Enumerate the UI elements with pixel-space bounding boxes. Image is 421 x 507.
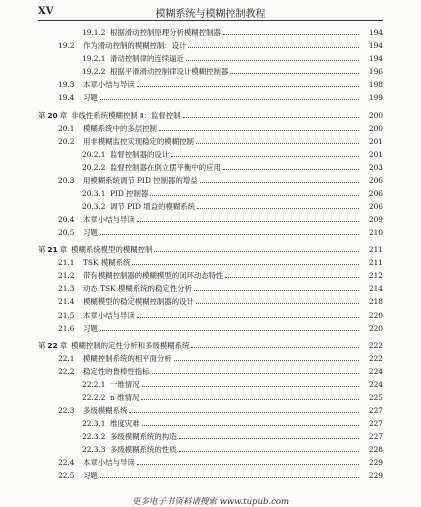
entry-page-number: 229 [368, 471, 383, 481]
toc-subsection-entry [82, 66, 383, 77]
entry-number: 22.3.3 [82, 445, 106, 455]
leader-dots [154, 244, 359, 252]
entry-title: 用模糊系统调节 PID 控制器的增益 [83, 175, 198, 185]
entry-page-number: 200 [368, 110, 383, 120]
chapter-suffix: 章 [59, 110, 68, 120]
entry-number: 21.6 [58, 323, 75, 333]
entry-page-number: 206 [368, 201, 383, 211]
entry-title: 维度灾难 [110, 419, 140, 429]
toc-section-entry [58, 457, 383, 468]
entry-number: 19.4 [58, 93, 75, 103]
header-rule [38, 20, 383, 21]
entry-number: 20.3 [58, 175, 75, 185]
entry-number: 22.4 [58, 458, 75, 468]
toc-section-entry [58, 296, 383, 307]
leader-dots [196, 296, 359, 304]
leader-dots [150, 188, 359, 196]
leader-dots [100, 92, 359, 100]
entry-page-number: 222 [368, 353, 383, 363]
entry-page-number: 227 [368, 432, 383, 442]
chapter-prefix: 第 [38, 110, 46, 120]
toc-chapter-entry [38, 110, 383, 121]
toc-section-entry [58, 283, 383, 294]
entry-title: 本章小结与导读 [83, 80, 135, 90]
toc-section-entry [58, 323, 383, 334]
entry-title: 本章小结与导读 [83, 458, 135, 468]
toc-section-entry [58, 405, 383, 416]
toc-section-entry [58, 40, 383, 51]
entry-page-number: 194 [368, 54, 383, 64]
leader-dots [159, 123, 359, 131]
entry-page-number: 194 [368, 28, 383, 37]
entry-page-number: 220 [368, 323, 383, 333]
entry-number: 22.2 [58, 366, 75, 376]
leader-dots [174, 353, 359, 361]
running-title: 模糊系统与模糊控制教程 [155, 9, 266, 20]
entry-number: 19.3 [58, 80, 75, 90]
entry-page-number: 200 [368, 123, 383, 133]
toc-section-entry [58, 310, 383, 321]
entry-title: 多级模糊系统的构造 [110, 432, 177, 442]
entry-number: 22.3 [58, 406, 75, 415]
entry-number: 20.5 [58, 228, 75, 237]
leader-dots [186, 53, 359, 61]
entry-title: 多级模糊系统的性质 [110, 445, 177, 455]
toc-section-entry [58, 270, 383, 281]
page-header [0, 0, 421, 22]
entry-page-number: 229 [368, 458, 383, 468]
entry-number: 19.2.1 [82, 54, 106, 64]
toc-subsection-entry [82, 53, 383, 64]
entry-page-number: 206 [368, 188, 383, 198]
entry-page-number: 224 [368, 379, 383, 389]
entry-title: 模糊控制系统的相平面分析 [83, 353, 172, 363]
entry-page-number: 196 [368, 67, 383, 77]
leader-dots [171, 149, 359, 157]
entry-page-number: 198 [368, 80, 383, 90]
leader-dots [191, 340, 359, 348]
leader-dots [179, 444, 359, 452]
entry-number: 22.3.2 [82, 432, 106, 442]
entry-number: 20.3.2 [82, 201, 106, 211]
entry-number: 21.2 [58, 271, 75, 281]
entry-title: 模糊系统模型的模糊控制 [71, 245, 153, 255]
entry-page-number: 222 [368, 340, 383, 350]
leader-dots [129, 405, 359, 413]
entry-number: 20.3.1 [82, 188, 106, 198]
toc-section-entry [58, 79, 383, 90]
toc-section-entry [58, 227, 383, 238]
chapter-prefix: 第 [38, 245, 46, 255]
leader-dots [142, 379, 359, 387]
entry-page-number: 210 [368, 228, 383, 237]
chapter-number: 20 [47, 110, 58, 120]
entry-page-number: 211 [368, 258, 383, 268]
leader-dots [100, 470, 359, 478]
toc-subsection-entry [82, 188, 383, 199]
entry-page-number: 220 [368, 310, 383, 320]
leader-dots [183, 110, 359, 118]
toc-section-entry [58, 92, 383, 103]
toc-subsection-entry [82, 149, 383, 160]
entry-page-number: 199 [368, 93, 383, 103]
entry-title: 习题 [83, 323, 98, 333]
entry-title: 监督控制器的设计 [110, 149, 170, 159]
entry-title: 根据滑动控制原理分析模糊控制器 [110, 28, 221, 37]
toc-section-entry [58, 353, 383, 364]
leader-dots [137, 214, 359, 222]
entry-number: 19.1.2 [82, 28, 106, 37]
leader-dots [137, 79, 359, 87]
entry-page-number: 206 [368, 175, 383, 185]
entry-number: 21.1 [58, 258, 75, 268]
entry-number: 21.5 [58, 310, 75, 320]
entry-title: 一维情况 [110, 379, 140, 389]
page-number: XV [38, 6, 54, 17]
toc-subsection-entry [82, 431, 383, 442]
entry-page-number: 194 [368, 41, 383, 51]
entry-title: 调节 PID 增益的模糊系统 [110, 201, 196, 211]
toc-subsection-entry [82, 27, 383, 38]
entry-number: 21.4 [58, 297, 75, 307]
leader-dots [223, 27, 359, 35]
toc-subsection-entry [82, 201, 383, 212]
entry-number: 19.2.2 [82, 67, 106, 77]
leader-dots [200, 175, 359, 183]
leader-dots [223, 162, 359, 170]
leader-dots [137, 457, 359, 465]
leader-dots [194, 283, 359, 291]
leader-dots [197, 201, 359, 209]
toc-subsection-entry [82, 418, 383, 429]
entry-number: 22.2.1 [82, 379, 106, 389]
chapter-prefix: 第 [38, 340, 46, 350]
entry-number: 22.5 [58, 471, 75, 481]
toc-section-entry [58, 257, 383, 268]
entry-page-number: 211 [368, 245, 383, 255]
entry-page-number: 218 [368, 297, 383, 307]
entry-title: n 维情况 [110, 393, 140, 402]
leader-dots [132, 257, 359, 265]
leader-dots [196, 136, 359, 144]
leader-dots [141, 392, 359, 400]
entry-number: 20.2.1 [82, 149, 106, 159]
toc-chapter-entry [38, 244, 383, 255]
entry-title: 模糊系统中的多层控制 [83, 123, 157, 133]
entry-number: 22.3.1 [82, 419, 106, 429]
entry-number: 20.2 [58, 136, 75, 146]
leader-dots [179, 431, 359, 439]
toc-subsection-entry [82, 392, 383, 403]
entry-number: 20.4 [58, 214, 75, 224]
leader-dots [137, 310, 359, 318]
toc-section-entry [58, 136, 383, 147]
entry-title: 本章小结与导读 [83, 310, 135, 320]
chapter-suffix: 章 [59, 340, 68, 350]
entry-page-number: 214 [368, 284, 383, 294]
toc-subsection-entry [82, 444, 383, 455]
leader-dots [188, 40, 359, 48]
entry-title: 习题 [83, 471, 98, 481]
entry-title: 习题 [83, 228, 98, 237]
entry-page-number: 227 [368, 419, 383, 429]
chapter-suffix: 章 [59, 245, 68, 255]
leader-dots [152, 366, 359, 374]
entry-title: 根据平滑滑动控制律设计模糊控制器 [110, 67, 229, 77]
entry-title: 带有模糊控制器的模糊模型的闭环动态特性 [83, 271, 224, 281]
leader-dots [142, 418, 359, 426]
entry-page-number: 209 [368, 214, 383, 224]
entry-number: 22.2.2 [82, 393, 106, 402]
toc-section-entry [58, 366, 383, 377]
chapter-label [38, 110, 67, 121]
entry-page-number: 203 [368, 162, 383, 172]
entry-title: 习题 [83, 93, 98, 103]
chapter-number: 22 [47, 340, 58, 350]
toc-section-entry [58, 470, 383, 481]
toc-subsection-entry [82, 162, 383, 173]
entry-title: 动态 TSK 模糊系统的稳定性分析 [83, 284, 192, 294]
chapter-label [38, 244, 67, 255]
entry-title: 非线性系统模糊控制 Ⅱ：监督控制 [71, 110, 181, 120]
entry-title: 滑动控制律的连续逼近 [110, 54, 184, 64]
leader-dots [230, 66, 359, 74]
entry-title: 模糊模型的稳定模糊控制器的设计 [83, 297, 194, 307]
entry-title: 作为滑动控制的模糊控制：设计 [83, 41, 187, 51]
entry-page-number: 227 [368, 406, 383, 415]
entry-page-number: 225 [368, 393, 383, 402]
entry-page-number: 201 [368, 149, 383, 159]
chapter-number: 21 [47, 245, 58, 255]
entry-title: 模糊控制的定性分析和多级模糊系统 [71, 340, 190, 350]
entry-page-number: 212 [368, 271, 383, 281]
entry-title: 用非模糊监控实现稳定的模糊控制 [83, 136, 194, 146]
watermark: 更多电子书资料请搜索 www.tupub.com [131, 497, 290, 507]
leader-dots [100, 323, 359, 331]
entry-title: 本章小结与导读 [83, 214, 135, 224]
leader-dots [100, 227, 359, 235]
entry-number: 21.3 [58, 284, 75, 294]
entry-number: 22.1 [58, 353, 75, 363]
chapter-label [38, 340, 67, 351]
entry-number: 19.2 [58, 41, 75, 51]
toc-subsection-entry [82, 379, 383, 390]
toc-section-entry [58, 175, 383, 186]
toc-section-entry [58, 214, 383, 225]
entry-title: 稳定性的鲁棒性指标 [83, 366, 150, 376]
toc-section-entry [58, 123, 383, 134]
entry-title: PID 控制器 [110, 188, 149, 198]
entry-title: TSK 模糊系统 [83, 258, 131, 268]
leader-dots [225, 270, 359, 278]
entry-title: 多级模糊系统 [83, 406, 128, 415]
entry-title: 监督控制器在倒立摆平衡中的应用 [110, 162, 221, 172]
entry-page-number: 224 [368, 366, 383, 376]
entry-page-number: 228 [368, 445, 383, 455]
entry-number: 20.1 [58, 123, 75, 133]
entry-page-number: 201 [368, 136, 383, 146]
entry-number: 20.2.2 [82, 162, 106, 172]
toc-chapter-entry [38, 340, 383, 351]
